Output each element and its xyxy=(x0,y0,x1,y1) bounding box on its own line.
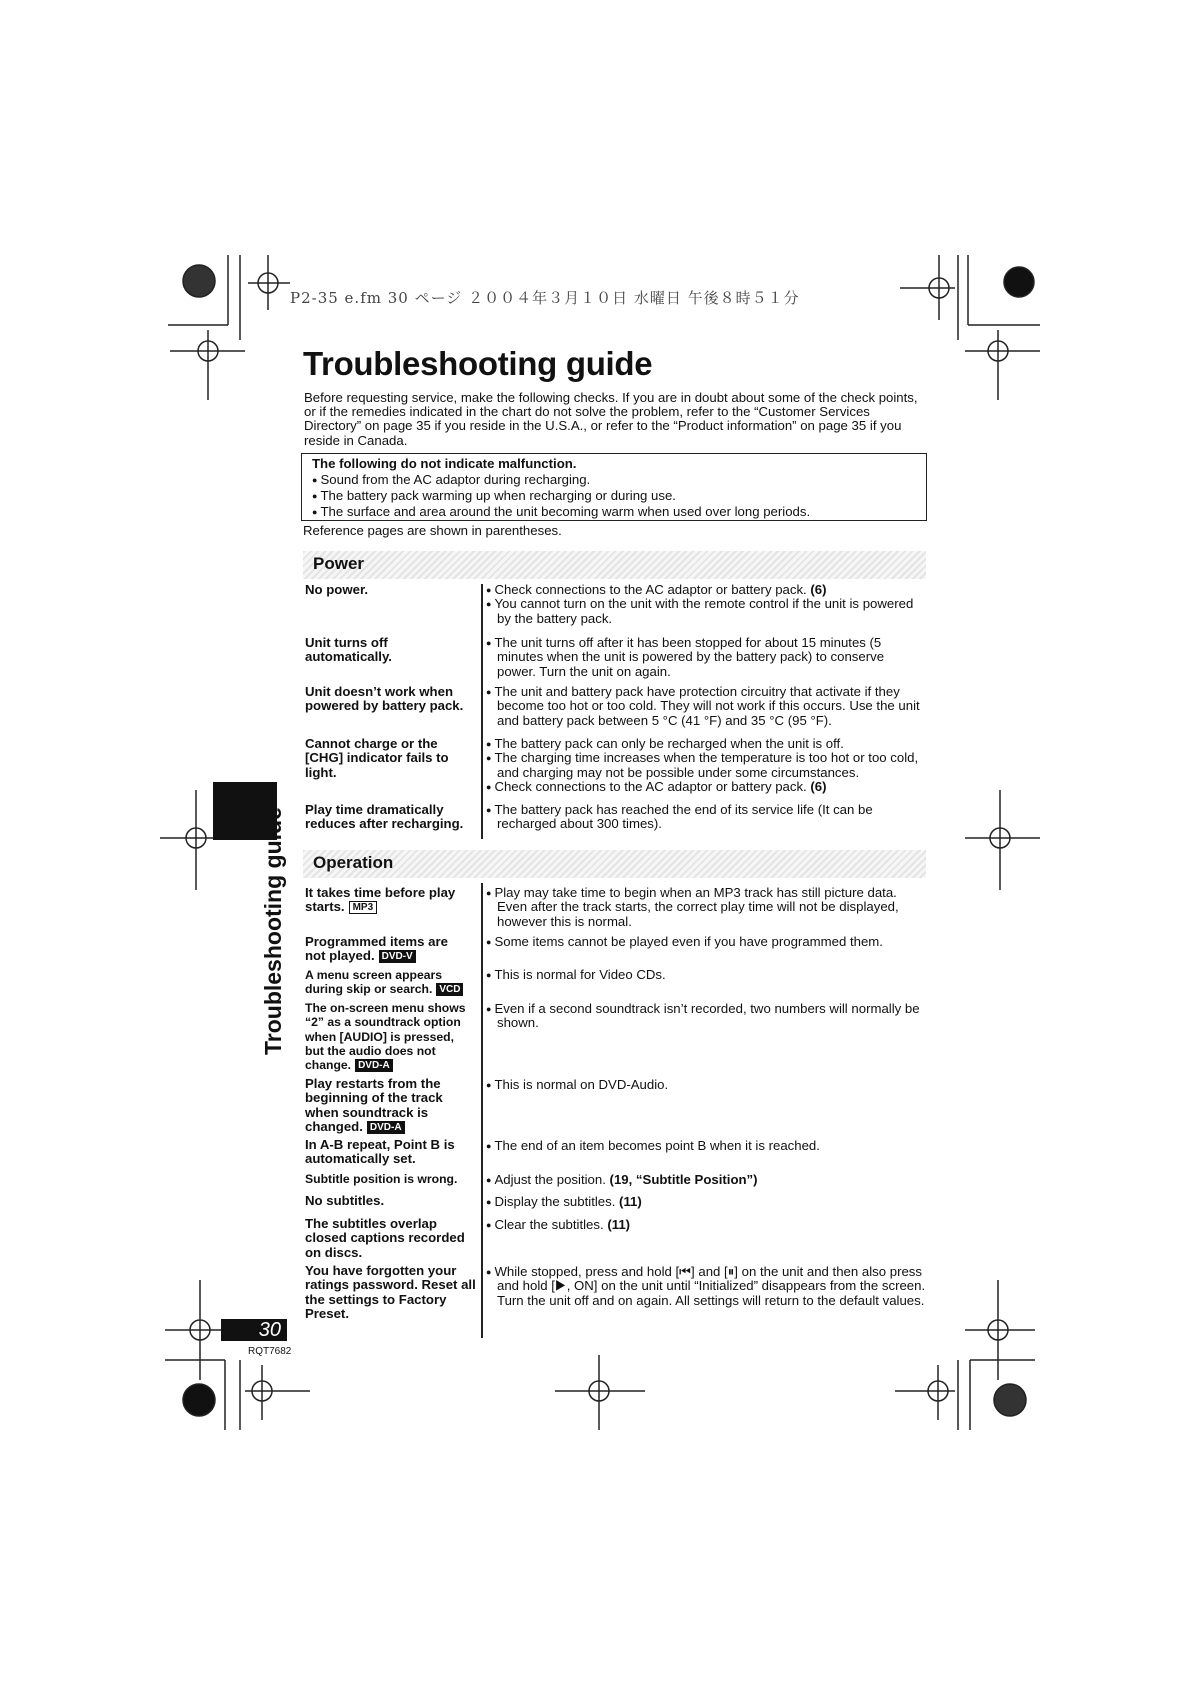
solution-list xyxy=(486,1173,926,1187)
intro-paragraph: Before requesting service, make the following checks. If you are in doubt about some of the check points, or if the remedies indicated in the chart do not solve the problem, refer to the “Customer Services Directory” on page 35 if you reside in the U.S.A., or refer to the “Product information” on page 35 if you reside in Canada. xyxy=(304,390,918,448)
disc-type-badge: DVD-V xyxy=(379,950,416,963)
problem-label xyxy=(305,1001,475,1072)
solution-item: ● Some items cannot be played even if you have programmed them. xyxy=(486,935,926,949)
problem-text: The subtitles overlap closed captions recorded on discs. xyxy=(305,1216,465,1260)
solution-item: ● Check connections to the AC adaptor or battery pack. (6) xyxy=(486,780,926,794)
problem-label xyxy=(305,886,480,915)
problem-text: The on-screen menu shows “2” as a soundtrack option when [AUDIO] is pressed, but the audio does not change. xyxy=(305,1001,466,1073)
solution-item: ● The charging time increases when the temperature is too hot or too cold, and charging may not be possible under some circumstances. xyxy=(486,751,926,780)
notice-item: ● Sound from the AC adaptor during recharging. xyxy=(312,472,916,488)
solution-list xyxy=(486,935,926,949)
problem-text: Unit turns off automatically. xyxy=(305,635,392,665)
reference-note: Reference pages are shown in parentheses. xyxy=(303,523,562,538)
solution-list xyxy=(486,1139,926,1153)
notice-item: ● The surface and area around the unit becoming warm when used over long periods. xyxy=(312,504,916,520)
solution-item: ● While stopped, press and hold [⏮] and [⏸] on the unit and then also press and hold [▶, ON] on the unit until “Initialized” disappears from the screen. Turn the unit off and on again. All settings will return to the default values. xyxy=(486,1265,926,1308)
problem-text: A menu screen appears during skip or search. xyxy=(305,968,443,997)
solution-item: ● Play may take time to begin when an MP3 track has still picture data. Even after the track starts, the correct play time will not be displayed, however this is normal. xyxy=(486,886,926,929)
problem-text: Play restarts from the beginning of the track when soundtrack is changed. xyxy=(305,1076,443,1134)
section-title: Power xyxy=(313,554,365,573)
page-title: Troubleshooting guide xyxy=(303,345,653,382)
solution-list xyxy=(486,636,926,679)
section-heading-power xyxy=(303,551,926,579)
problem-text: You have forgotten your ratings password. Reset all the settings to Factory Preset. xyxy=(305,1263,476,1321)
problem-label xyxy=(305,737,470,780)
problem-label xyxy=(305,1077,470,1134)
notice-heading: The following do not indicate malfunction. xyxy=(312,456,577,471)
malfunction-notice-box xyxy=(301,453,927,521)
solution-list xyxy=(486,1218,926,1232)
problem-text: It takes time before play starts. xyxy=(305,885,456,915)
problem-text: No subtitles. xyxy=(305,1193,385,1208)
solution-item: ● Adjust the position. (19, “Subtitle Position”) xyxy=(486,1173,926,1187)
problem-label xyxy=(305,583,475,597)
problem-text: Programmed items are not played. xyxy=(305,934,448,964)
solution-list xyxy=(486,1078,926,1092)
problem-text: No power. xyxy=(305,582,369,597)
solution-list xyxy=(486,737,926,794)
solution-item: ● Even if a second soundtrack isn’t recorded, two numbers will normally be shown. xyxy=(486,1002,926,1031)
problem-text: Cannot charge or the [CHG] indicator fails to light. xyxy=(305,736,449,780)
solution-item: ● This is normal on DVD-Audio. xyxy=(486,1078,926,1092)
problem-label xyxy=(305,803,485,832)
problem-text: In A-B repeat, Point B is automatically set. xyxy=(305,1137,455,1167)
disc-type-badge: DVD-A xyxy=(355,1059,393,1072)
problem-label xyxy=(305,1217,480,1260)
side-tab-label: Troubleshooting guide xyxy=(260,807,286,1055)
problem-text: Play time dramatically reduces after recharging. xyxy=(305,802,464,832)
disc-type-badge: VCD xyxy=(436,983,463,996)
problem-label xyxy=(305,968,480,997)
disc-type-badge: DVD-A xyxy=(367,1121,405,1134)
solution-list xyxy=(486,1002,926,1031)
section-title: Operation xyxy=(313,853,394,872)
solution-item: ● The battery pack has reached the end of its service life (It can be recharged about 300 times). xyxy=(486,803,926,832)
solution-item: ● The unit and battery pack have protection circuitry that activate if they become too hot or too cold. They will not work if this occurs. Use the unit and battery pack between 5 °C (41 °F) and 35 °C (95 °F). xyxy=(486,685,926,728)
page-number: 30 xyxy=(221,1319,287,1341)
problem-label xyxy=(305,685,485,714)
solution-list xyxy=(486,886,926,929)
problem-label xyxy=(305,1264,480,1321)
problem-label xyxy=(305,935,470,964)
problem-label xyxy=(305,1138,470,1167)
solution-item: ● The battery pack can only be recharged when the unit is off. xyxy=(486,737,926,751)
solution-list xyxy=(486,968,926,982)
solution-list xyxy=(486,1265,926,1308)
problem-label xyxy=(305,636,455,665)
solution-list xyxy=(486,583,926,626)
column-divider xyxy=(481,883,483,1338)
print-header-line: P2-35 e.fm 30 ページ ２００４年３月１０日 水曜日 午後８時５１分 xyxy=(290,289,800,307)
solution-item: ● You cannot turn on the unit with the remote control if the unit is powered by the battery pack. xyxy=(486,597,926,626)
solution-list xyxy=(486,803,926,832)
solution-item: ● Clear the subtitles. (11) xyxy=(486,1218,926,1232)
problem-text: Subtitle position is wrong. xyxy=(305,1172,458,1186)
solution-item: ● The unit turns off after it has been stopped for about 15 minutes (5 minutes when the unit is powered by the battery pack) to conserve power. Turn the unit on again. xyxy=(486,636,926,679)
model-code: RQT7682 xyxy=(248,1346,292,1357)
problem-text: Unit doesn’t work when powered by battery pack. xyxy=(305,684,464,714)
problem-label xyxy=(305,1172,480,1186)
problem-label xyxy=(305,1194,470,1208)
solution-item: ● The end of an item becomes point B when it is reached. xyxy=(486,1139,926,1153)
disc-type-badge: MP3 xyxy=(349,901,378,914)
solution-list xyxy=(486,1195,926,1209)
section-heading-operation xyxy=(303,850,926,878)
notice-item: ● The battery pack warming up when recharging or during use. xyxy=(312,488,916,504)
solution-item: ● Check connections to the AC adaptor or battery pack. (6) xyxy=(486,583,926,597)
solution-item: ● Display the subtitles. (11) xyxy=(486,1195,926,1209)
solution-list xyxy=(486,685,926,728)
solution-item: ● This is normal for Video CDs. xyxy=(486,968,926,982)
